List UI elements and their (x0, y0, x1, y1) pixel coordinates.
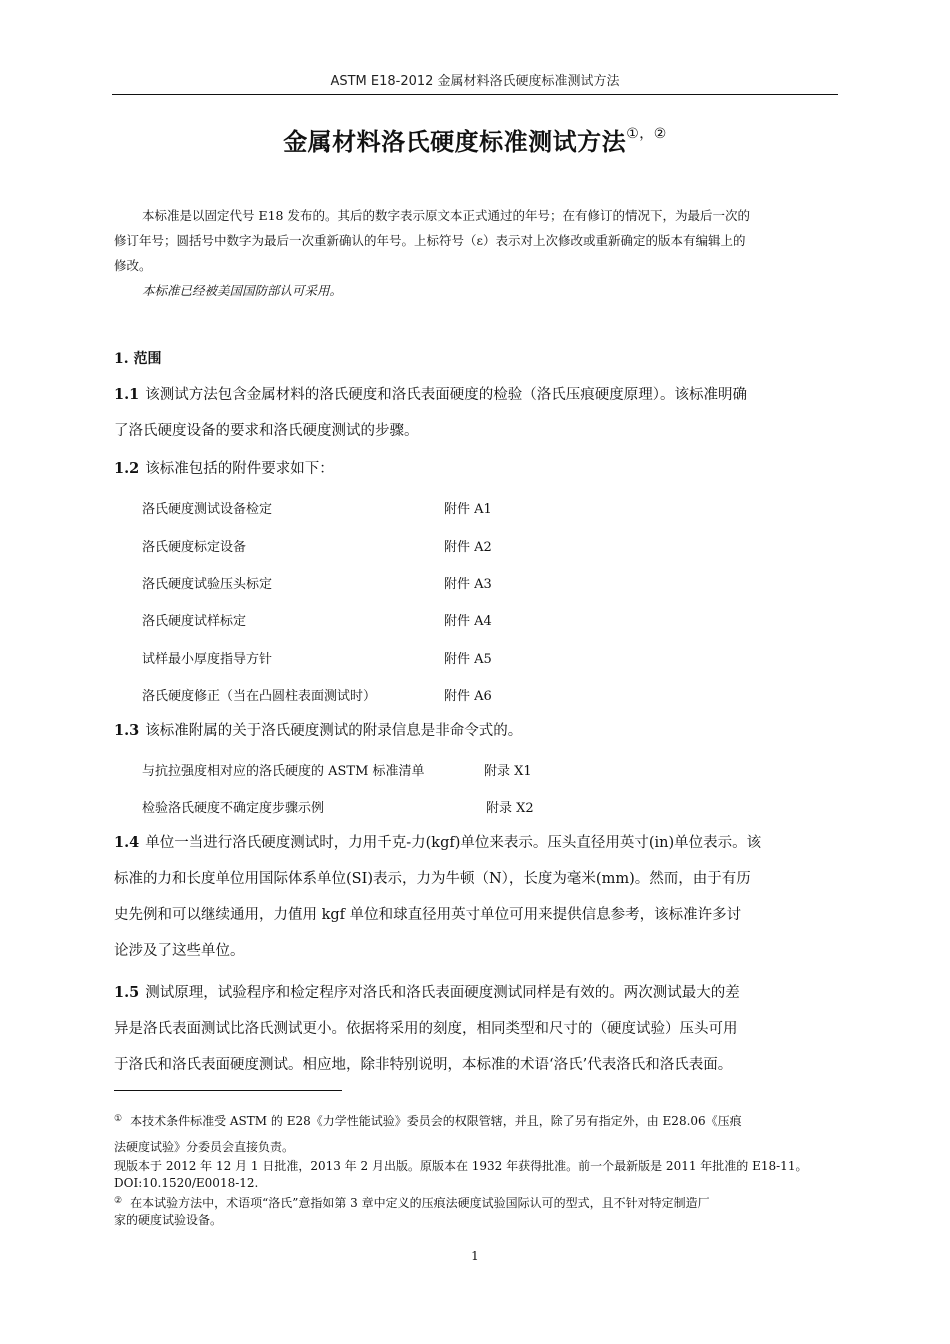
annex-row-5 (142, 648, 492, 667)
para-line-1: 测试原理，试验程序和检定程序对洛氏和洛氏表面硬度测试同样是有效的。两次测试最大的差 (145, 985, 740, 1001)
appendix-ref: 附录 X1 (484, 764, 532, 779)
para-line-1: 单位一当进行洛氏硬度测试时，力用千克-力(kgf)单位来表示。压头直径用英寸(in)单位表示。该 (145, 835, 762, 851)
footnote-1 (114, 1106, 838, 1160)
appendix-row-1 (142, 760, 532, 779)
paragraph-1-3 (114, 713, 838, 749)
para-text: 该标准包括的附件要求如下： (145, 461, 334, 477)
title-footnote-marks: ①，② (626, 126, 667, 142)
paragraph-number: 1.5 (114, 984, 140, 1001)
footnote-1-mark: ① (114, 1114, 123, 1124)
appendix-name: 检验洛氏硬度不确定度步骤示例 (142, 801, 325, 816)
annex-name: 试样最小厚度指导方针 (142, 652, 273, 667)
annex-ref: 附件 A4 (444, 614, 492, 629)
annex-name: 洛氏硬度修正（当在凸圆柱表面测试时） (142, 689, 377, 704)
annex-row-1 (142, 498, 492, 517)
para-line-2: 标准的力和长度单位用国际体系单位(SI)表示，力为牛顿（N），长度为毫米(mm)。然而，由于有历 (114, 871, 751, 887)
preface-line-1: 本标准是以固定代号 E18 发布的。其后的数字表示原文本正式通过的年号；在有修订的情况下，为最后一次的 (142, 208, 750, 223)
running-header: ASTM E18-2012 金属材料洛氏硬度标准测试方法 (330, 74, 620, 89)
annex-ref: 附件 A5 (444, 652, 492, 667)
footnote-2 (114, 1193, 838, 1229)
annex-name: 洛氏硬度测试设备检定 (142, 502, 273, 517)
annex-ref: 附件 A6 (444, 689, 492, 704)
page-number: 1 (471, 1249, 479, 1263)
annex-row-3 (142, 573, 492, 592)
preface-text (114, 203, 838, 278)
para-text: 该标准附属的关于洛氏硬度测试的附录信息是非命令式的。 (145, 723, 523, 739)
paragraph-1-1 (114, 377, 838, 449)
annex-name: 洛氏硬度试验压头标定 (142, 577, 273, 592)
annex-ref: 附件 A3 (444, 577, 492, 592)
para-line-2: 异是洛氏表面测试比洛氏测试更小。依据将采用的刻度，相同类型和尺寸的（硬度试验）压头可用 (114, 1021, 738, 1037)
preface-line-3: 修改。 (114, 258, 152, 273)
title-text: 金属材料洛氏硬度标准测试方法 (283, 128, 627, 156)
annex-row-4 (142, 610, 492, 629)
footnote-line: 本技术条件标准受 ASTM 的 E28《力学性能试验》委员会的权限管辖，并且，除了另有指定外，由 E28.06《压痕 (130, 1114, 742, 1128)
annex-row-6 (142, 685, 492, 704)
paragraph-number: 1.2 (114, 460, 140, 477)
footnote-line: 在本试验方法中，术语项“洛氏”意指如第 3 章中定义的压痕法硬度试验国际认可的型式，且不针对特定制造厂 (130, 1196, 710, 1210)
footnote-line: DOI:10.1520/E0018-12. (114, 1176, 259, 1190)
preface-line-2: 修订年号；圆括号中数字为最后一次重新确认的年号。上标符号（ε）表示对上次修改或重新确定的版本有编辑上的 (114, 233, 746, 248)
paragraph-number: 1.1 (114, 386, 140, 403)
footnote-line: 现版本于 2012 年 12 月 1 日批准，2013 年 2 月出版。原版本在 1932 年获得批准。前一个最新版是 2011 年批准的 E18-11。 (114, 1159, 808, 1173)
adoption-note: 本标准已经被美国国防部认可采用。 (142, 283, 343, 298)
paragraph-number: 1.3 (114, 722, 140, 739)
para-line-1: 该测试方法包含金属材料的洛氏硬度和洛氏表面硬度的检验（洛氏压痕硬度原理）。该标准明确 (145, 387, 747, 403)
annex-ref: 附件 A1 (444, 502, 492, 517)
header-rule (112, 94, 838, 95)
annex-ref: 附件 A2 (444, 540, 492, 555)
footnote-1-continued (114, 1158, 838, 1192)
document-title (112, 122, 838, 157)
footnote-2-mark: ② (114, 1196, 123, 1206)
paragraph-1-4 (114, 825, 838, 969)
footnote-rule (114, 1090, 342, 1091)
paragraph-1-5 (114, 975, 838, 1083)
paragraph-1-2 (114, 451, 838, 487)
appendix-row-2 (142, 797, 534, 816)
preface (114, 203, 838, 303)
appendix-name: 与抗拉强度相对应的洛氏硬度的 ASTM 标准清单 (142, 764, 425, 779)
para-line-3: 于洛氏和洛氏表面硬度测试。相应地，除非特别说明，本标准的术语‘洛氏’代表洛氏和洛氏表面。 (114, 1057, 733, 1073)
annex-name: 洛氏硬度标定设备 (142, 540, 247, 555)
section-1-heading: 1. 范围 (114, 351, 162, 367)
footnote-line: 家的硬度试验设备。 (114, 1213, 223, 1227)
appendix-ref: 附录 X2 (486, 801, 534, 816)
footnote-line: 法硬度试验》分委员会直接负责。 (114, 1140, 295, 1154)
annex-name: 洛氏硬度试样标定 (142, 614, 247, 629)
paragraph-number: 1.4 (114, 834, 140, 851)
annex-row-2 (142, 536, 492, 555)
para-line-2: 了洛氏硬度设备的要求和洛氏硬度测试的步骤。 (114, 423, 419, 439)
para-line-3: 史先例和可以继续通用，力值用 kgf 单位和球直径用英寸单位可用来提供信息参考，该标准许多讨 (114, 907, 742, 923)
para-line-4: 论涉及了这些单位。 (114, 943, 245, 959)
